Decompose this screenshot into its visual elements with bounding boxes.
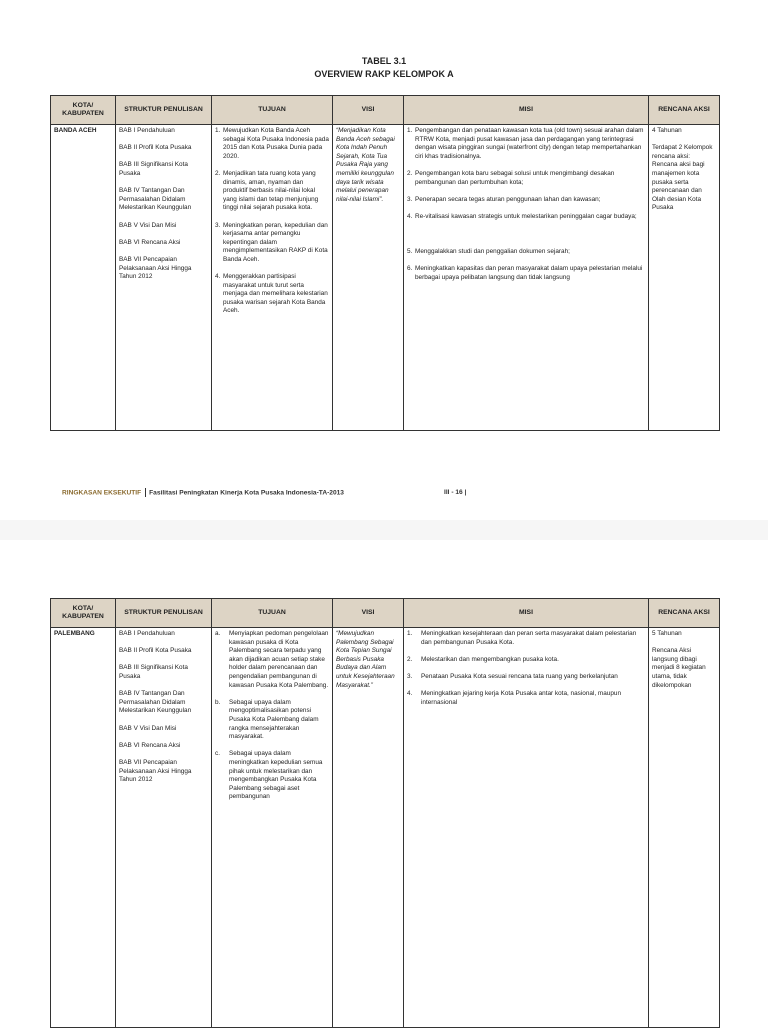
struktur-item: BAB II Profil Kota Pusaka [119, 647, 192, 655]
tujuan-item: 2. Menjadikan tata ruang kota yang dinamis, aman, nyaman dan produktif berbasis nilai-nilai lokal yang islami dan tetap menjunjung tinggi nilai sejarah pusaka kota. [215, 169, 319, 212]
misi-item: 3. Penataan Pusaka Kota sesuai rencana tata ruang yang berkelanjutan [407, 672, 618, 680]
tujuan-item: c. Sebagai upaya dalam meningkatkan kepedulian semua pihak untuk melestarikan dan mengembangkan Pusaka Kota Palembang sebagai aset pembangunan [215, 750, 323, 801]
struktur-item: BAB V Visi Dan Misi [119, 724, 177, 732]
footer-ringkasan: RINGKASAN EKSEKUTIF [62, 489, 142, 497]
rencana-item: 4 Tahunan [652, 127, 682, 134]
tujuan-item: a. Menyiapkan pedoman pengelolaan kawasan pusaka di Kota Palembang secara terpadu yang akan dijadikan acuan setiap stake holder dalam perencanaan dan pengendalian pembangunan di kawasan Pusaka Kota Palembang. [215, 630, 329, 689]
tujuan-item: 4. Menggerakkan partisipasi masyarakat untuk turut serta menjaga dan memelihara kelestarian pusaka warisan sejarah Kota Banda Aceh. [215, 273, 328, 315]
header-visi: VISI [333, 599, 404, 628]
page-gap [0, 520, 768, 540]
misi-item: 6. Meningkatkan kapasitas dan peran masyarakat dalam upaya pelestarian melalui berbagai upaya pelibatan langsung dan tidak langsung [407, 265, 643, 281]
misi-item: 2. Pengembangan kota baru sebagai solusi untuk mengimbangi desakan pembangunan dan pertumbuhan kota; [407, 169, 615, 186]
page-footer [62, 488, 467, 497]
tujuan-item: 1. Mewujudkan Kota Banda Aceh sebagai Kota Pusaka Indonesia pada 2015 dan Kota Pusaka Dunia pada 2020. [215, 127, 329, 160]
tujuan-item: 3. Meningkatkan peran, kepedulian dan kerjasama antar pemangku kepentingan dalam mengimplementasikan RAKP di Kota Banda Aceh. [215, 221, 328, 263]
header-struktur: STRUKTUR PENULISAN [116, 599, 212, 628]
misi-item: 4. Meningkatkan jejaring kerja Kota Pusaka antar kota, nasional, maupun internasional [407, 690, 622, 706]
cell-visi: “Mewujudkan Palembang Sebagai Kota Tepian Sungai Berbasis Pusaka Budaya dan Alam untuk Kesejahteraan Masyarakat.” [333, 628, 404, 1028]
struktur-item: BAB VII Pencapaian Pelaksanaan Aksi Hingga Tahun 2012 [119, 255, 192, 281]
cell-misi [404, 628, 649, 1028]
misi-item: 3. Penerapan secara tegas aturan penggunaan lahan dan kawasan; [407, 195, 601, 203]
rencana-item: Terdapat 2 Kelompok rencana aksi: Rencana aksi bagi manajemen kota pusaka serta perencanaan dan Olah desian Kota Pusaka [652, 144, 713, 212]
table-subtitle: OVERVIEW RAKP KELOMPOK A [314, 69, 454, 79]
rakp-table-palembang [50, 598, 720, 1028]
cell-visi: “Menjadikan Kota Banda Aceh sebagai Kota Indah Penuh Sejarah, Kota Tua Pusaka Raja yang memiliki keunggulan daya tarik wisata melalui penerapan nilai-nilai Islami”. [333, 125, 404, 431]
header-misi: MISI [404, 599, 649, 628]
misi-item: 5. Menggalakkan studi dan penggalian dokumen sejarah; [407, 248, 570, 256]
rakp-table-banda-aceh [50, 95, 720, 431]
table-title: TABEL 3.1 [361, 56, 407, 66]
misi-spacer [407, 230, 645, 248]
header-rencana-aksi: RENCANA AKSI [649, 599, 720, 628]
struktur-item: BAB VII Pencapaian Pelaksanaan Aksi Hingga Tahun 2012 [119, 758, 192, 784]
struktur-item: BAB I Pendahuluan [119, 630, 175, 637]
struktur-item: BAB IV Tantangan Dan Permasalahan Didalam Melestarikan Keunggulan [119, 690, 192, 715]
struktur-item: BAB I Pendahuluan [119, 127, 175, 134]
header-misi: MISI [404, 96, 649, 125]
struktur-item: BAB III Signifikansi Kota Pusaka [119, 161, 188, 177]
cell-misi [404, 125, 649, 431]
struktur-item: BAB VI Rencana Aksi [119, 238, 181, 246]
struktur-item: BAB II Profil Kota Pusaka [119, 144, 192, 152]
misi-item: 1. Meningkatkan kesejahteraan dan peran serta masyarakat dalam pelestarian dan pembangunan Pusaka Kota. [407, 630, 637, 646]
footer-fasilitasi: Fasilitasi Peningkatan Kinerja Kota Pusaka Indonesia-TA-2013 [149, 489, 344, 497]
cell-tujuan [212, 628, 333, 1028]
rencana-item: Rencana Aksi langsung dibagi menjadi 8 kegiatan utama, tidak dikelompokan [652, 647, 706, 689]
document-page-2 [0, 540, 768, 1024]
header-visi: VISI [333, 96, 404, 125]
misi-item: 4. Re-vitalisasi kawasan strategis untuk melestarikan peninggalan cagar budaya; [407, 212, 637, 220]
header-tujuan: TUJUAN [212, 96, 333, 125]
cell-tujuan [212, 125, 333, 431]
header-struktur: STRUKTUR PENULISAN [116, 96, 212, 125]
cell-struktur [116, 125, 212, 431]
header-kota: KOTA/ KABUPATEN [51, 96, 116, 125]
cell-rencana-aksi [649, 125, 720, 431]
misi-item: 2. Melestarikan dan mengembangkan pusaka kota. [407, 655, 559, 663]
cell-struktur [116, 628, 212, 1028]
footer-page-number: III - 16 | [444, 489, 467, 496]
cell-kota: PALEMBANG [51, 628, 116, 1028]
header-rencana-aksi: RENCANA AKSI [649, 96, 720, 125]
rencana-item: 5 Tahunan [652, 630, 682, 637]
cell-kota: BANDA ACEH [51, 125, 116, 431]
struktur-item: BAB IV Tantangan Dan Permasalahan Didalam Melestarikan Keunggulan [119, 187, 192, 212]
tujuan-item: b. Sebagai upaya dalam mengoptimalisasikan potensi Pusaka Kota Palembang dalam rangka mensejahterakan masyarakat. [215, 698, 319, 741]
header-kota: KOTA/ KABUPATEN [51, 599, 116, 628]
struktur-item: BAB V Visi Dan Misi [119, 221, 177, 229]
header-tujuan: TUJUAN [212, 599, 333, 628]
footer-separator [145, 488, 146, 497]
struktur-item: BAB III Signifikansi Kota Pusaka [119, 664, 188, 680]
struktur-item: BAB VI Rencana Aksi [119, 741, 181, 749]
misi-item: 1. Pengembangan dan penataan kawasan kota tua (old town) sesuai arahan dalam RTRW Kota, menjadi pusat kawasan jasa dan perdagangan yang terintegrasi dengan wisata pinggiran sungai (waterfront city) dengan tetap mempertahankan ciri khas tradisionalnya. [407, 127, 644, 160]
cell-rencana-aksi [649, 628, 720, 1028]
